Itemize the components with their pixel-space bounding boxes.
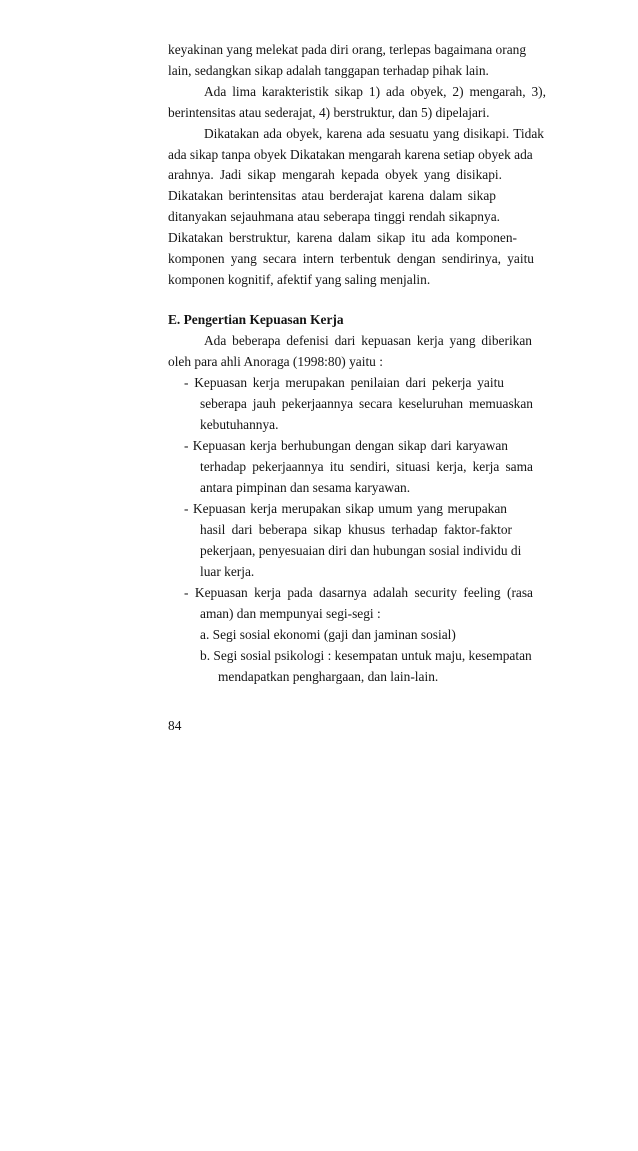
sub-item-a: a. Segi sosial ekonomi (gaji dan jaminan sosial) bbox=[200, 627, 456, 642]
paragraph-line: lain, sedangkan sikap adalah tanggapan terhadap pihak lain. bbox=[168, 63, 489, 78]
paragraph-line: Ada beberapa defenisi dari kepuasan kerja yang diberikan bbox=[204, 333, 532, 348]
bullet-item-line: kebutuhannya. bbox=[200, 417, 279, 432]
paragraph-line: keyakinan yang melekat pada diri orang, terlepas bagaimana orang bbox=[168, 42, 527, 57]
bullet-item: - Kepuasan kerja berhubungan dengan sikap dari karyawan bbox=[184, 438, 508, 453]
paragraph-line: Dikatakan ada obyek, karena ada sesuatu yang disikapi. Tidak bbox=[204, 126, 544, 141]
paragraph-line: komponen kognitif, afektif yang saling menjalin. bbox=[168, 272, 431, 287]
page-number: 84 bbox=[168, 718, 182, 733]
paragraph-line: arahnya. Jadi sikap mengarah kepada obyek yang disikapi. bbox=[168, 167, 502, 182]
bullet-item: - Kepuasan kerja pada dasarnya adalah security feeling (rasa bbox=[184, 585, 533, 600]
paragraph-line: Ada lima karakteristik sikap 1) ada obyek, 2) mengarah, 3), bbox=[204, 84, 546, 99]
sub-item-b: b. Segi sosial psikologi : kesempatan untuk maju, kesempatan bbox=[200, 648, 532, 663]
bullet-item-line: luar kerja. bbox=[200, 564, 255, 579]
section-heading: E. Pengertian Kepuasan Kerja bbox=[168, 312, 344, 327]
bullet-item-line: pekerjaan, penyesuaian diri dan hubungan sosial individu di bbox=[200, 543, 522, 558]
bullet-item-line: antara pimpinan dan sesama karyawan. bbox=[200, 480, 411, 495]
paragraph-line: berintensitas atau sederajat, 4) berstruktur, dan 5) dipelajari. bbox=[168, 105, 490, 120]
paragraph-line: ditanyakan sejauhmana atau seberapa tinggi rendah sikapnya. bbox=[168, 209, 500, 224]
bullet-item-line: aman) dan mempunyai segi-segi : bbox=[200, 606, 381, 621]
paragraph-line: ada sikap tanpa obyek Dikatakan mengarah karena setiap obyek ada bbox=[168, 147, 533, 162]
paragraph-line: Dikatakan berintensitas atau berderajat karena dalam sikap bbox=[168, 188, 496, 203]
bullet-item: - Kepuasan kerja merupakan penilaian dari pekerja yaitu bbox=[184, 375, 504, 390]
bullet-item-line: seberapa jauh pekerjaannya secara keseluruhan memuaskan bbox=[200, 396, 533, 411]
paragraph-line: oleh para ahli Anoraga (1998:80) yaitu : bbox=[168, 354, 383, 369]
bullet-item: - Kepuasan kerja merupakan sikap umum yang merupakan bbox=[184, 501, 507, 516]
sub-item-b-continuation: mendapatkan penghargaan, dan lain-lain. bbox=[218, 669, 439, 684]
paragraph-line: komponen yang secara intern terbentuk dengan sendirinya, yaitu bbox=[168, 251, 534, 266]
bullet-item-line: terhadap pekerjaannya itu sendiri, situasi kerja, kerja sama bbox=[200, 459, 533, 474]
bullet-item-line: hasil dari beberapa sikap khusus terhadap faktor-faktor bbox=[200, 522, 512, 537]
paragraph-line: Dikatakan berstruktur, karena dalam sikap itu ada komponen- bbox=[168, 230, 517, 245]
